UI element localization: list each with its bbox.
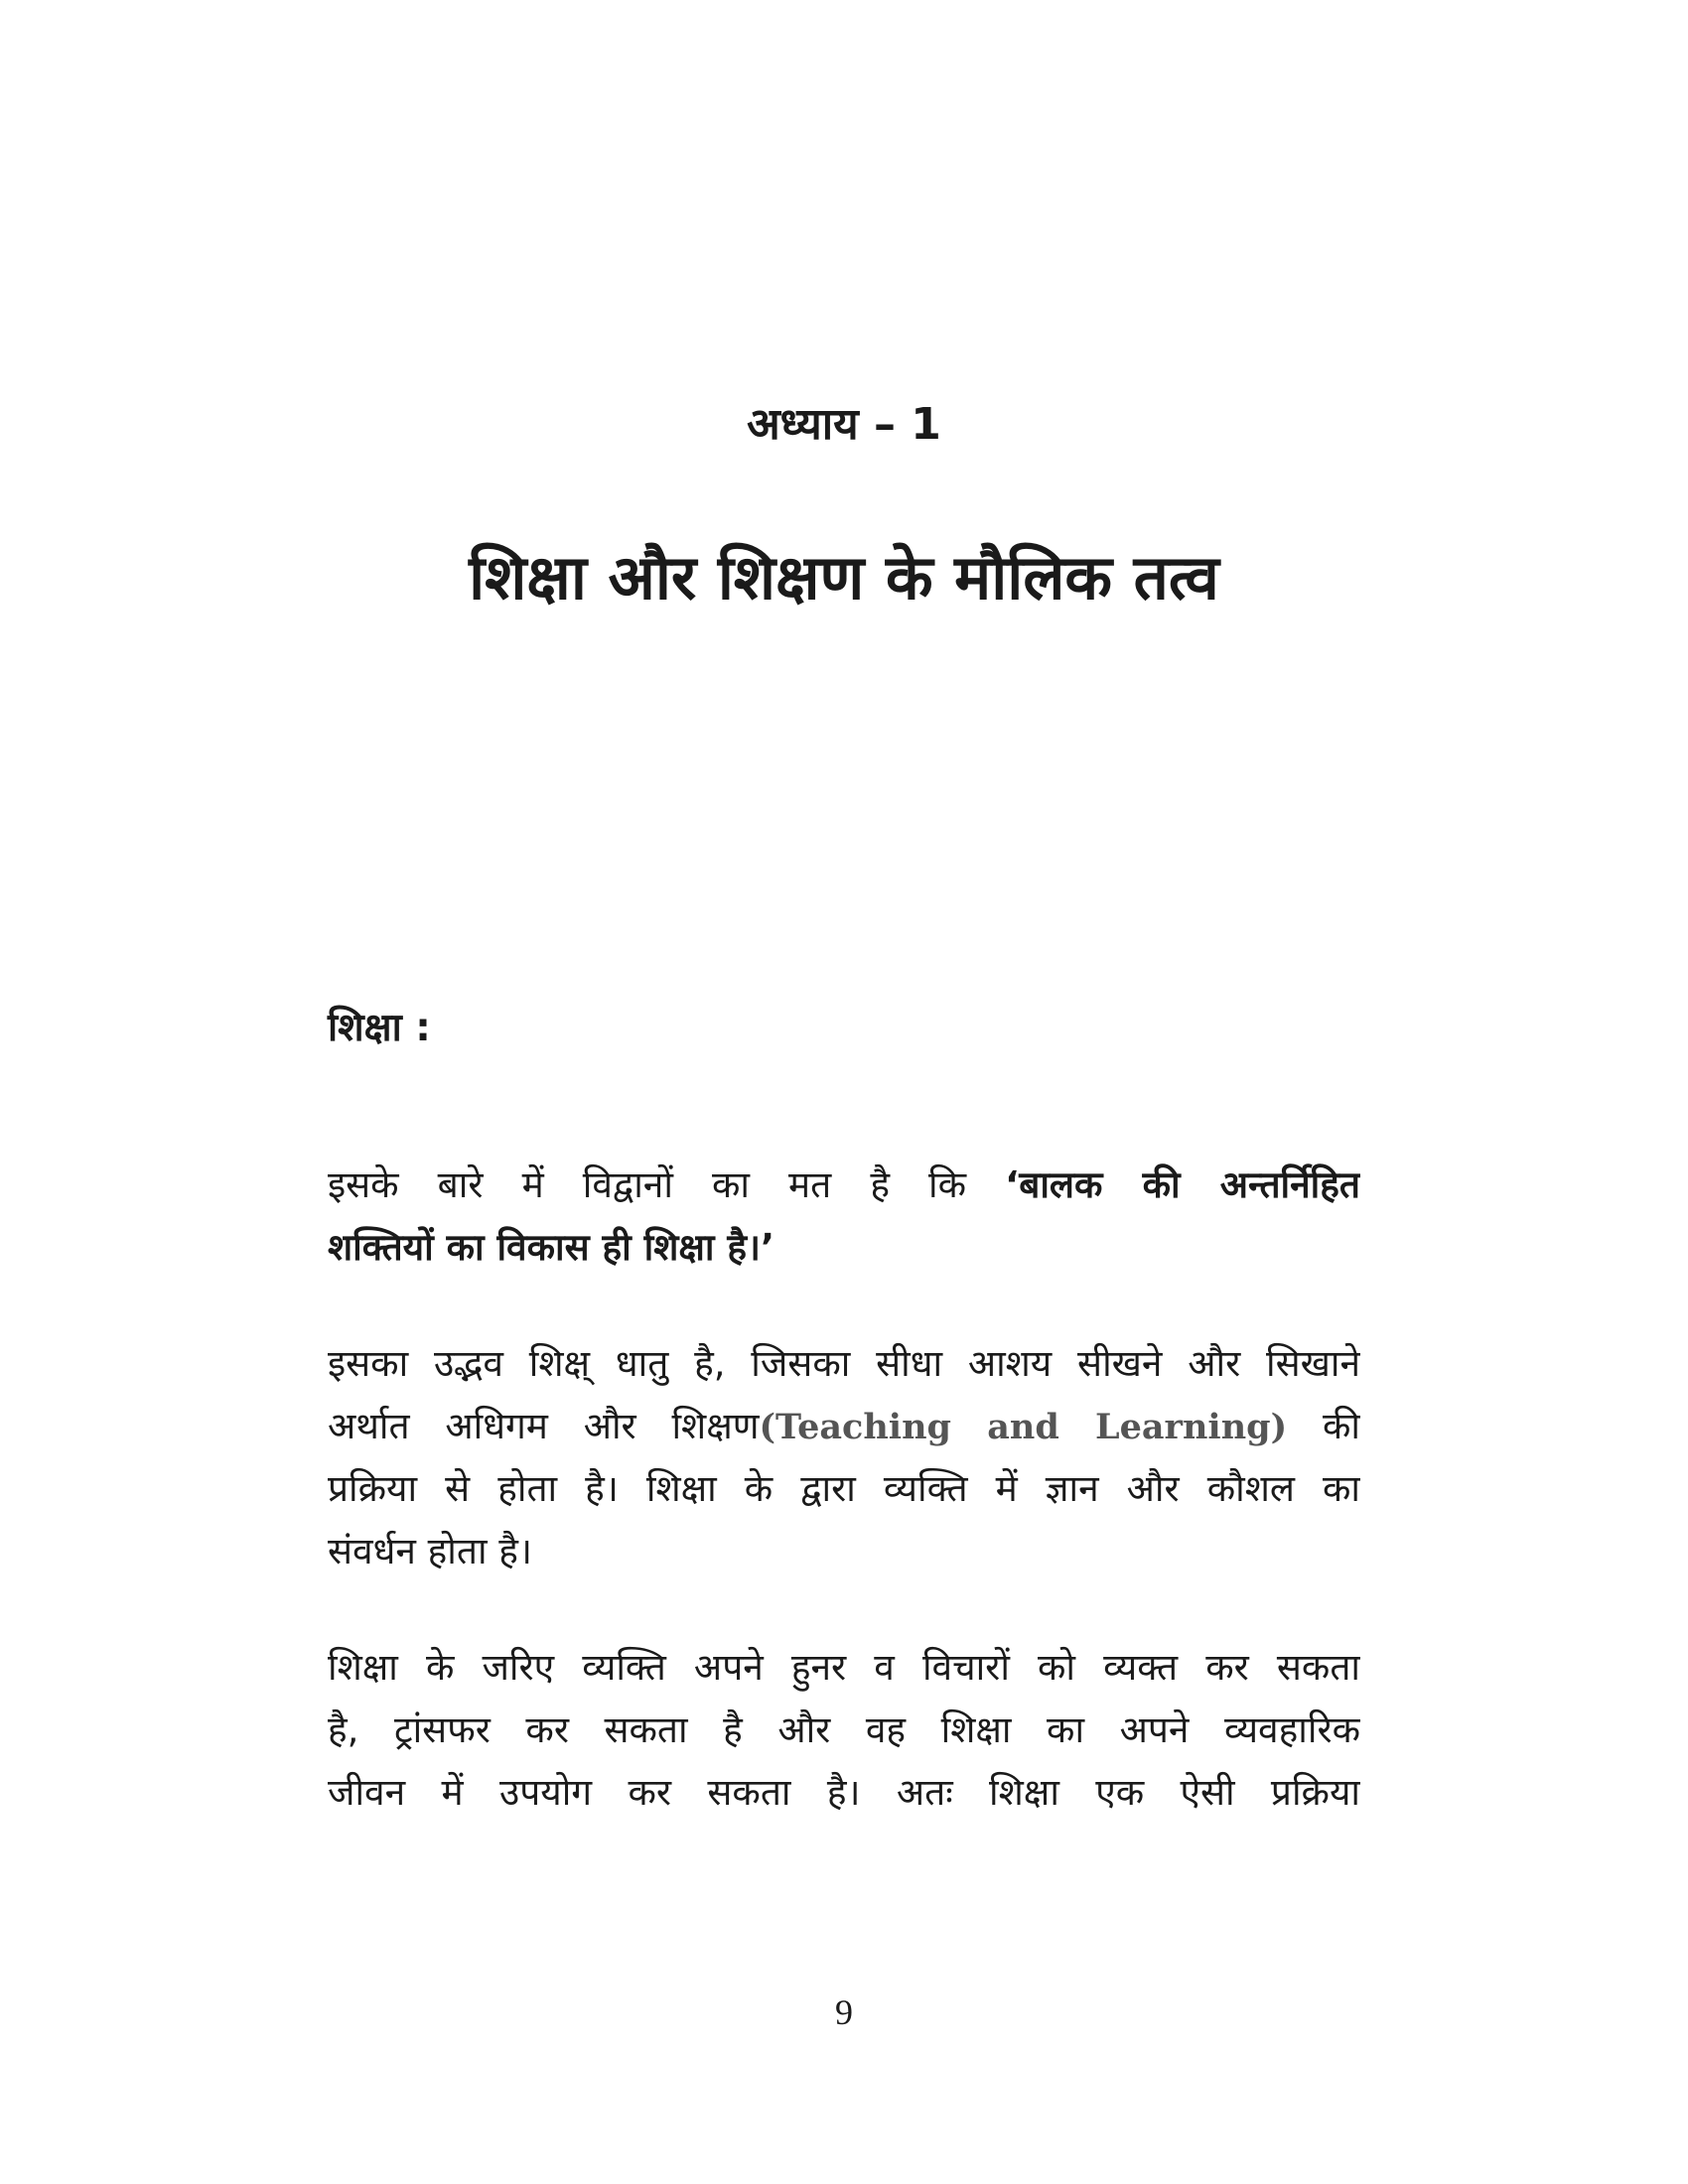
- paragraph-line: [328, 1216, 1360, 1279]
- paragraph-line: संवर्धन होता है।: [328, 1530, 532, 1572]
- paragraph-line: [328, 1395, 1360, 1457]
- chapter-label: अध्याय – 1: [747, 399, 941, 450]
- paragraph-line: शिक्षा के जरिए व्यक्ति अपने हुनर व विचारों को व्यक्त कर सकता: [328, 1646, 1360, 1689]
- paragraph-line: [328, 1154, 1360, 1216]
- quoted-definition: ‘बालक की अन्तर्निहित: [1005, 1163, 1360, 1206]
- quoted-definition: शक्तियों का विकास ही शिक्षा है।’: [328, 1226, 775, 1269]
- section-heading: शिक्षा :: [328, 1006, 431, 1050]
- paragraph-line: है, ट्रांसफर कर सकता है और वह शिक्षा का अपने व्यवहारिक: [328, 1708, 1360, 1751]
- english-term: (Teaching and Learning): [759, 1407, 1288, 1447]
- page-number: 9: [835, 1992, 853, 2032]
- paragraph-line: प्रक्रिया से होता है। शिक्षा के द्वारा व्यक्ति में ज्ञान और कौशल का: [328, 1467, 1360, 1510]
- paragraph-text: की: [1287, 1405, 1360, 1447]
- chapter-title: शिक्षा और शिक्षण के मौलिक तत्व: [469, 541, 1219, 614]
- paragraph-usage: [328, 1636, 1360, 1824]
- paragraph-line: इसका उद्भव शिक्ष् धातु है, जिसका सीधा आशय सीखने और सिखाने: [328, 1342, 1360, 1385]
- paragraph-text: इसके बारे में विद्वानों का मत है कि: [328, 1163, 1006, 1206]
- paragraph-text: अर्थात अधिगम और शिक्षण: [328, 1405, 760, 1447]
- paragraph-origin: [328, 1332, 1360, 1582]
- paragraph-definition: [328, 1154, 1360, 1279]
- paragraph-line: जीवन में उपयोग कर सकता है। अतः शिक्षा एक ऐसी प्रक्रिया: [328, 1771, 1360, 1814]
